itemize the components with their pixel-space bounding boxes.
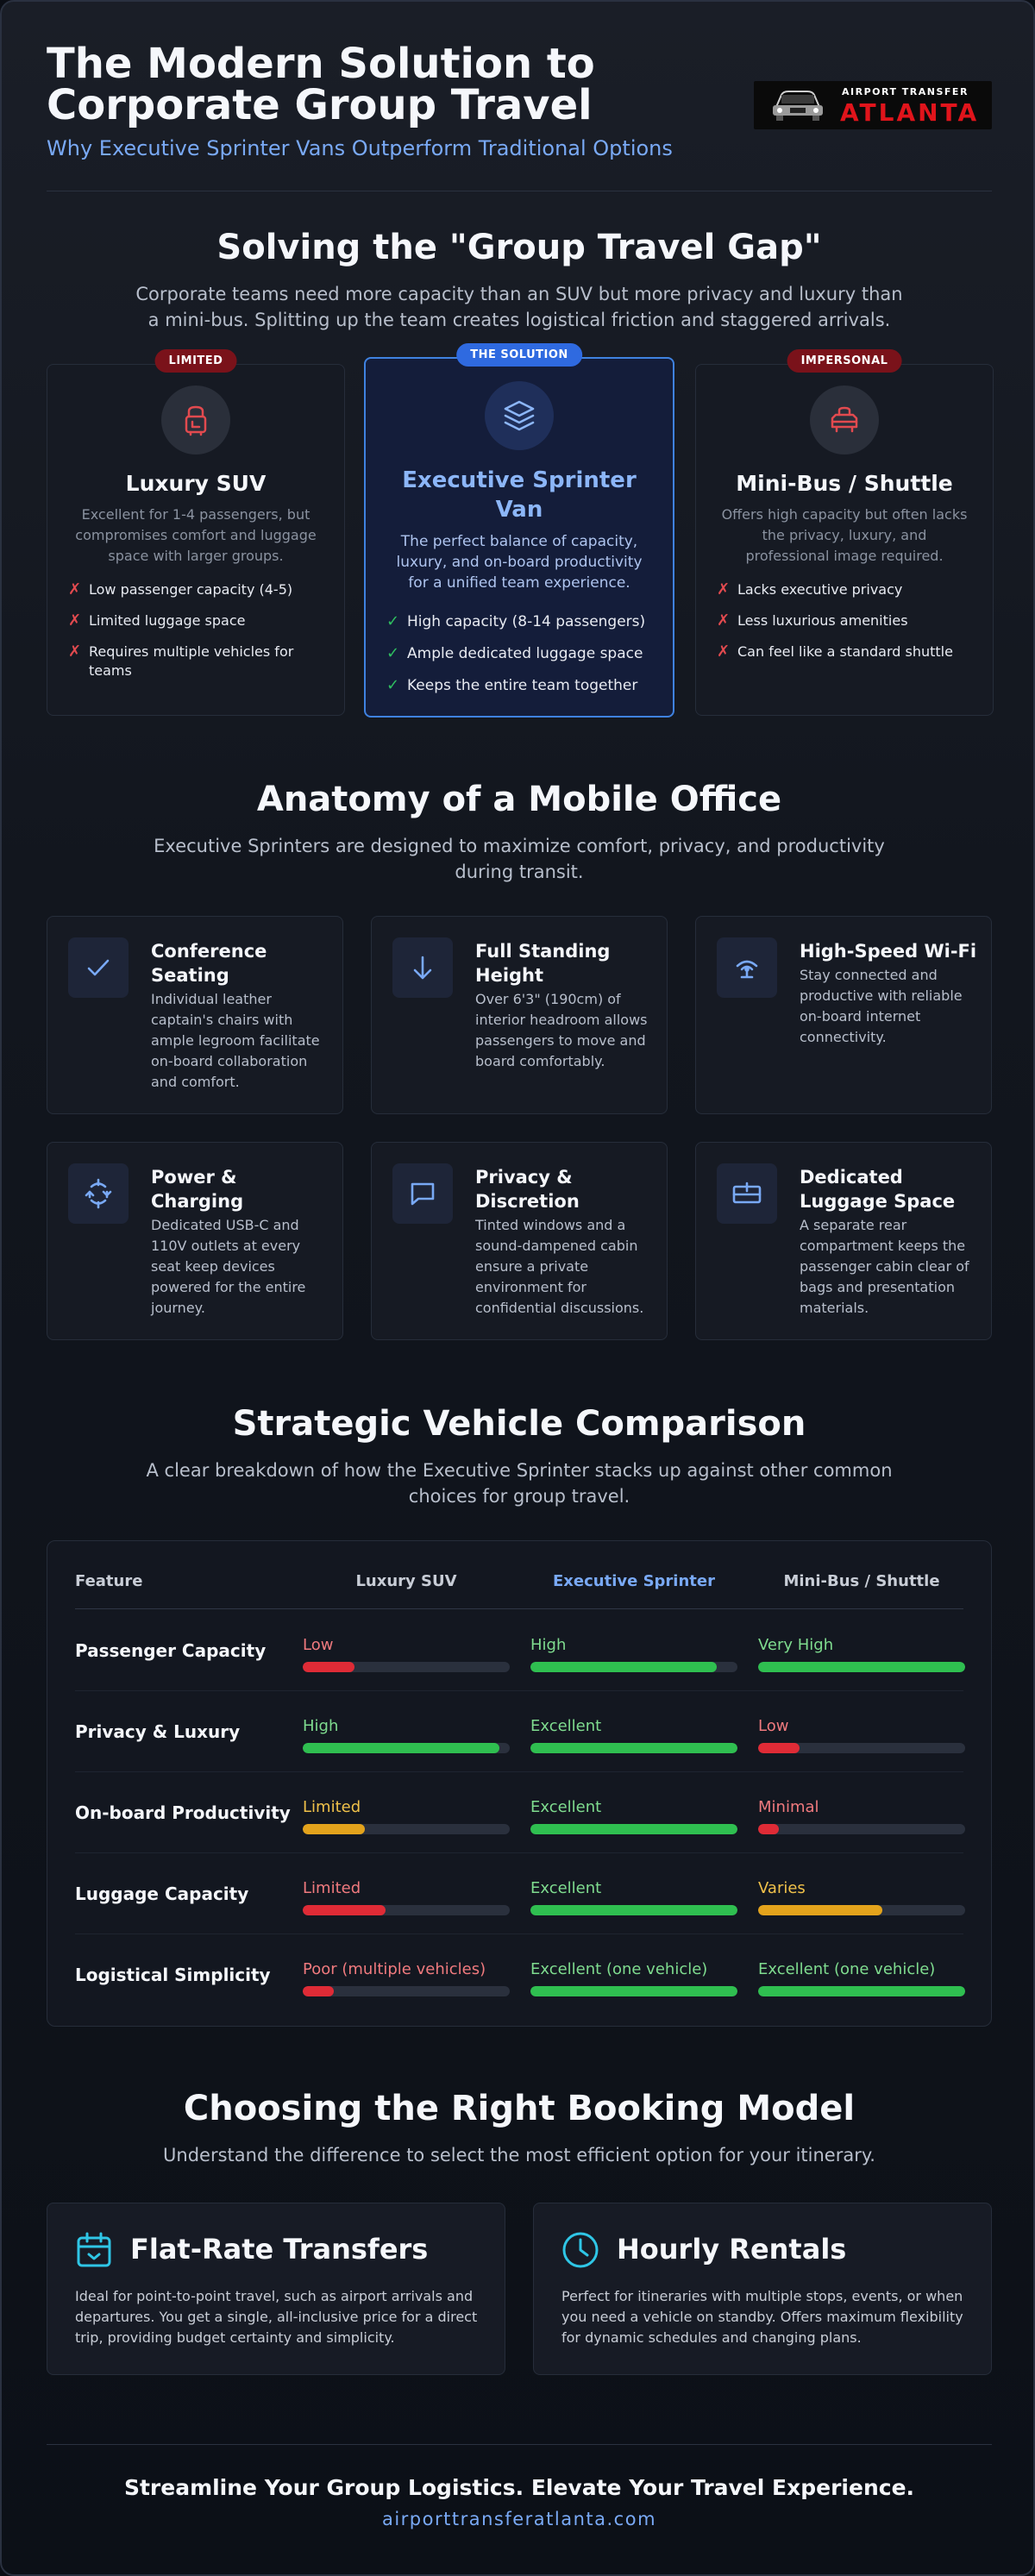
table-header-feature: Feature (75, 1572, 143, 1590)
rating-bar-fill (758, 1662, 965, 1672)
booking-section-description: Understand the difference to select the most efficient option for your itinerary. (163, 2145, 875, 2165)
car-logo-icon (769, 88, 826, 122)
table-header-divider (75, 1608, 963, 1609)
comparison-section-description: A clear breakdown of how the Executive Sprinter stacks up against other common choices for group travel. (146, 1460, 893, 1507)
gap-card-list (386, 612, 656, 707)
rating-cell (303, 1636, 510, 1672)
rating-bar-fill (530, 1824, 737, 1834)
gap-section-title: Solving the "Group Travel Gap" (216, 228, 822, 267)
rating-bar-fill (303, 1662, 354, 1672)
booking-card-flat-rate (47, 2203, 505, 2375)
rating-bar-track (303, 1824, 510, 1834)
page-title: The Modern Solution to Corporate Group Travel (47, 40, 595, 129)
rating-bar-fill (530, 1905, 737, 1915)
rating-label: Very High (758, 1636, 834, 1654)
booking-card-title: Hourly Rentals (617, 2233, 847, 2266)
gap-card-luxury-suv (47, 354, 345, 716)
list-item: ✗ Requires multiple vehicles for teams (68, 642, 294, 679)
footer-divider (47, 2444, 992, 2445)
rating-label: Minimal (758, 1798, 819, 1816)
layers-icon (485, 381, 554, 450)
rating-cell (303, 1879, 510, 1915)
gap-section-description: Corporate teams need more capacity than an SUV but more privacy and luxury than a mini-bus. Splitting up the team creates logistical friction and staggered arrivals. (135, 284, 903, 330)
rating-cell (758, 1960, 965, 1996)
rating-label: Low (758, 1717, 789, 1735)
rating-bar-fill (303, 1743, 499, 1753)
rating-bar-track (303, 1743, 510, 1753)
list-item: ✓ Ample dedicated luggage space (386, 644, 643, 662)
check-icon: ✓ (386, 644, 400, 662)
comparison-table (47, 1540, 992, 2027)
rating-bar-track (303, 1662, 510, 1672)
list-item: ✗ Low passenger capacity (4-5) (68, 580, 293, 599)
row-feature-label: On-board Productivity (75, 1802, 291, 1823)
rating-label: Excellent (530, 1798, 602, 1816)
row-feature-label: Luggage Capacity (75, 1883, 249, 1904)
check-icon: ✓ (386, 612, 400, 630)
clock-icon (561, 2231, 599, 2269)
anatomy-section-title: Anatomy of a Mobile Office (256, 780, 782, 819)
feature-description: Over 6'3" (190cm) of interior headroom allows passengers to move and board comfortably. (475, 991, 648, 1069)
booking-section-title: Choosing the Right Booking Model (183, 2089, 856, 2128)
rating-bar-track (758, 1905, 965, 1915)
rating-label: Limited (303, 1798, 361, 1816)
row-feature-label: Privacy & Luxury (75, 1721, 241, 1742)
list-item: ✗ Limited luggage space (68, 611, 246, 630)
table-header-luxury-suv: Luxury SUV (355, 1572, 457, 1590)
rating-label: Excellent (one vehicle) (758, 1960, 936, 1978)
check-icon: ✓ (386, 676, 400, 694)
rating-bar-track (303, 1986, 510, 1996)
feature-title: High-Speed Wi-Fi (800, 941, 977, 962)
cross-icon: ✗ (68, 580, 82, 599)
list-item: ✗ Lacks executive privacy (717, 580, 903, 599)
gap-card-description: The perfect balance of capacity, luxury, and on-board productivity for a unified team experience. (396, 533, 643, 592)
rating-bar-fill (758, 1824, 779, 1834)
comparison-section-title: Strategic Vehicle Comparison (232, 1404, 806, 1444)
booking-card-description: Ideal for point-to-point travel, such as airport arrivals and departures. You get a single, all-inclusive price for a direct trip, providing budget certainty and simplicity. (75, 2288, 478, 2346)
rating-bar-fill (758, 1905, 882, 1915)
rating-cell (758, 1717, 965, 1753)
rating-label: Excellent (530, 1879, 602, 1897)
rating-label: Low (303, 1636, 334, 1654)
rating-bar-fill (758, 1986, 965, 1996)
rating-bar-fill (530, 1743, 737, 1753)
list-item: ✓ High capacity (8-14 passengers) (386, 612, 646, 630)
list-item: ✗ Can feel like a standard shuttle (717, 642, 953, 661)
rating-bar-fill (530, 1662, 717, 1672)
gap-card-minibus (695, 354, 994, 716)
cross-icon: ✗ (68, 642, 82, 661)
logo-line1: AIRPORT TRANSFER (842, 86, 969, 97)
feature-card-conference-seating (47, 916, 343, 1114)
page-header (47, 40, 992, 191)
rating-bar-fill (303, 1824, 365, 1834)
bus-icon (810, 385, 879, 454)
list-item: ✓ Keeps the entire team together (386, 676, 638, 694)
gap-card-title: Executive Sprinter Van (402, 467, 637, 523)
rating-label: High (530, 1636, 567, 1654)
solution-badge: THE SOLUTION (456, 343, 582, 367)
cross-icon: ✗ (717, 642, 731, 661)
gap-card-list (68, 580, 327, 693)
limited-badge: LIMITED (155, 349, 237, 373)
table-row (75, 1691, 963, 1772)
calendar-icon (75, 2231, 113, 2269)
table-row (75, 1772, 963, 1853)
wifi-icon (717, 937, 777, 998)
company-logo[interactable] (754, 81, 992, 129)
gap-card-description: Offers high capacity but often lacks the privacy, luxury, and professional image required. (721, 506, 968, 564)
gap-card-title: Mini-Bus / Shuttle (736, 471, 953, 496)
table-row (75, 1853, 963, 1934)
rating-label: High (303, 1717, 339, 1735)
rating-bar-track (758, 1986, 965, 1996)
rating-cell (758, 1798, 965, 1834)
rating-cell (303, 1717, 510, 1753)
booking-card-description: Perfect for itineraries with multiple stops, events, or when you need a vehicle on standby. Offers maximum flexibility for dynamic schedules and changing plans. (561, 2288, 963, 2346)
rating-bar-fill (303, 1905, 386, 1915)
feature-title: Privacy & Discretion (475, 1167, 580, 1212)
rating-bar-track (758, 1743, 965, 1753)
rating-bar-track (758, 1662, 965, 1672)
cross-icon: ✗ (717, 611, 731, 630)
suv-icon (161, 385, 230, 454)
table-header-executive-sprinter: Executive Sprinter (553, 1572, 715, 1590)
impersonal-badge: IMPERSONAL (787, 349, 902, 373)
chat-icon (392, 1163, 453, 1224)
luggage-icon (717, 1163, 777, 1224)
rating-cell (303, 1798, 510, 1834)
rating-bar-track (530, 1905, 737, 1915)
feature-title: Dedicated Luggage Space (800, 1167, 956, 1212)
feature-description: Individual leather captain's chairs with ample legroom facilitate on-board collaboration and comfort. (151, 991, 320, 1090)
feature-description: A separate rear compartment keeps the passenger cabin clear of bags and presentation materials. (800, 1217, 969, 1316)
gap-card-title: Luxury SUV (125, 471, 267, 496)
footer-tagline: Streamline Your Group Logistics. Elevate Your Travel Experience. (123, 2475, 915, 2500)
feature-title: Power & Charging (151, 1167, 244, 1212)
rating-bar-fill (530, 1986, 737, 1996)
feature-card-wifi (695, 916, 992, 1114)
rating-cell (758, 1636, 965, 1672)
gap-card-executive-sprinter (364, 348, 674, 718)
power-icon (68, 1163, 129, 1224)
feature-card-power (47, 1142, 343, 1340)
anatomy-section-description: Executive Sprinters are designed to maximize comfort, privacy, and productivity during transit. (154, 836, 885, 882)
feature-description: Tinted windows and a sound-dampened cabin ensure a private environment for confidential discussions. (475, 1217, 644, 1316)
feature-title: Conference Seating (151, 941, 267, 986)
booking-card-title: Flat-Rate Transfers (130, 2233, 429, 2266)
gap-card-list (717, 580, 975, 674)
cross-icon: ✗ (68, 611, 82, 630)
row-feature-label: Passenger Capacity (75, 1640, 267, 1661)
rating-bar-track (758, 1824, 965, 1834)
rating-cell (303, 1960, 510, 1996)
rating-cell (530, 1879, 737, 1915)
rating-cell (530, 1960, 737, 1996)
rating-cell (758, 1879, 965, 1915)
rating-label: Excellent (530, 1717, 602, 1735)
footer-url-link[interactable]: airporttransferatlanta.com (381, 2509, 657, 2529)
logo-line2: ATLANTA (840, 98, 980, 127)
page-subtitle: Why Executive Sprinter Vans Outperform Traditional Options (47, 136, 673, 160)
table-row (75, 1934, 963, 2015)
rating-bar-track (530, 1743, 737, 1753)
rating-cell (530, 1798, 737, 1834)
rating-bar-fill (303, 1986, 334, 1996)
rating-label: Poor (multiple vehicles) (303, 1960, 486, 1978)
rating-cell (530, 1636, 737, 1672)
table-header-minibus: Mini-Bus / Shuttle (783, 1572, 940, 1590)
rating-bar-track (303, 1905, 510, 1915)
rating-bar-fill (758, 1743, 800, 1753)
rating-cell (530, 1717, 737, 1753)
rating-bar-track (530, 1662, 737, 1672)
feature-title: Full Standing Height (475, 941, 611, 986)
rating-label: Varies (758, 1879, 806, 1897)
gap-card-description: Excellent for 1-4 passengers, but compromises comfort and luggage space with larger groups. (75, 506, 317, 564)
feature-description: Stay connected and productive with reliable on-board internet connectivity. (800, 967, 963, 1045)
booking-card-hourly (533, 2203, 992, 2375)
feature-description: Dedicated USB-C and 110V outlets at every seat keep devices powered for the entire journey. (151, 1217, 306, 1316)
table-row (75, 1610, 963, 1691)
row-feature-label: Logistical Simplicity (75, 1965, 271, 1985)
arrow-down-icon (392, 937, 453, 998)
feature-card-luggage (695, 1142, 992, 1340)
rating-bar-track (530, 1824, 737, 1834)
rating-label: Limited (303, 1879, 361, 1897)
list-item: ✗ Less luxurious amenities (717, 611, 908, 630)
rating-label: Excellent (one vehicle) (530, 1960, 708, 1978)
feature-card-privacy (371, 1142, 668, 1340)
feature-card-standing-height (371, 916, 668, 1114)
rating-bar-track (530, 1986, 737, 1996)
cross-icon: ✗ (717, 580, 731, 599)
checkmark-icon (68, 937, 129, 998)
